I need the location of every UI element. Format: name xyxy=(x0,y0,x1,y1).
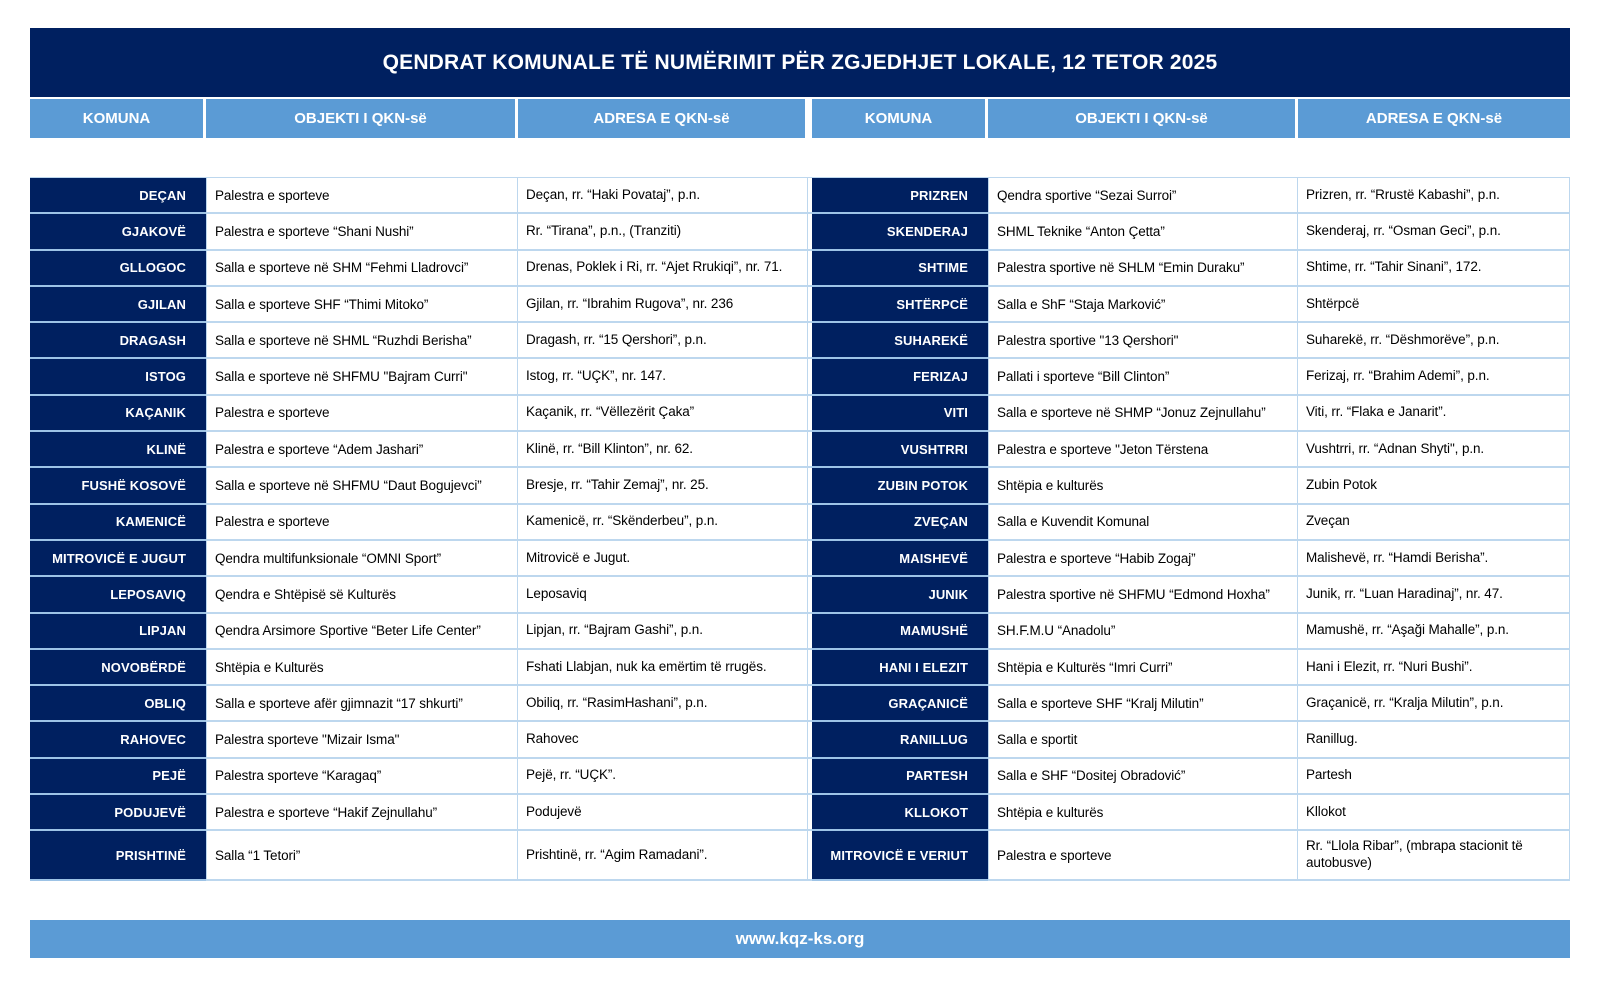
address-cell: Fshati Llabjan, nuk ka emërtim të rrugës. xyxy=(518,650,808,686)
municipality-cell: DEÇAN xyxy=(30,178,206,214)
municipality-cell: PODUJEVË xyxy=(30,795,206,831)
facility-cell: Salla e sporteve në SHM “Fehmi Lladrovci” xyxy=(206,251,518,287)
address-cell: Zveçan xyxy=(1298,505,1570,541)
address-cell: Gjilan, rr. “Ibrahim Rugova”, nr. 236 xyxy=(518,287,808,323)
municipality-cell: KLINË xyxy=(30,432,206,468)
municipality-cell: SKENDERAJ xyxy=(812,214,988,250)
footer-bar xyxy=(30,920,1570,958)
website-link[interactable]: www.kqz-ks.org xyxy=(735,929,865,948)
facility-cell: Salla e sporteve SHF “Thimi Mitoko” xyxy=(206,287,518,323)
facility-cell: Qendra multifunksionale “OMNI Sport” xyxy=(206,541,518,577)
address-cell: Istog, rr. “UÇK”, nr. 147. xyxy=(518,359,808,395)
municipality-cell: FUSHË KOSOVË xyxy=(30,468,206,504)
facility-cell: Qendra sportive “Sezai Surroi” xyxy=(988,178,1298,214)
facility-cell: Palestra e sporteve xyxy=(206,178,518,214)
municipality-cell: MAMUSHË xyxy=(812,614,988,650)
facility-cell: Salla e sporteve në SHML “Ruzhdi Berisha” xyxy=(206,323,518,359)
facility-cell: Salla e sporteve afër gjimnazit “17 shkurti” xyxy=(206,686,518,722)
address-cell: Ferizaj, rr. “Brahim Ademi”, p.n. xyxy=(1298,359,1570,395)
municipality-cell: MITROVICË E VERIUT xyxy=(812,831,988,881)
municipality-cell: SHTIME xyxy=(812,251,988,287)
address-cell: Bresje, rr. “Tahir Zemaj”, nr. 25. xyxy=(518,468,808,504)
facility-cell: Qendra e Shtëpisë së Kulturës xyxy=(206,577,518,613)
municipality-cell: ZVEÇAN xyxy=(812,505,988,541)
address-cell: Kaçanik, rr. “Vëllezërit Çaka” xyxy=(518,396,808,432)
municipality-cell: JUNIK xyxy=(812,577,988,613)
facility-cell: Salla e sporteve në SHMP “Jonuz Zejnullahu” xyxy=(988,396,1298,432)
municipality-cell: DRAGASH xyxy=(30,323,206,359)
column-header-objekti-right: OBJEKTI I QKN-së xyxy=(988,99,1298,138)
column-header-objekti-left: OBJEKTI I QKN-së xyxy=(206,99,518,138)
facility-cell: Salla e SHF “Dositej Obradović” xyxy=(988,759,1298,795)
municipality-cell: PARTESH xyxy=(812,759,988,795)
address-cell: Podujevë xyxy=(518,795,808,831)
facility-cell: Palestra sportive në SHFMU “Edmond Hoxha” xyxy=(988,577,1298,613)
column-header-adresa-left: ADRESA E QKN-së xyxy=(518,99,808,138)
column-header-komuna-left: KOMUNA xyxy=(30,99,206,138)
address-cell: Kllokot xyxy=(1298,795,1570,831)
municipality-cell: ISTOG xyxy=(30,359,206,395)
municipality-cell: ZUBIN POTOK xyxy=(812,468,988,504)
facility-cell: Palestra e sporteve “Hakif Zejnullahu” xyxy=(206,795,518,831)
municipality-cell: VUSHTRRI xyxy=(812,432,988,468)
facility-cell: Shtëpia e Kulturës “Imri Curri” xyxy=(988,650,1298,686)
address-cell: Obiliq, rr. “RasimHashani”, p.n. xyxy=(518,686,808,722)
municipality-cell: MAISHEVË xyxy=(812,541,988,577)
address-cell: Klinë, rr. “Bill Klinton”, nr. 62. xyxy=(518,432,808,468)
municipality-cell: FERIZAJ xyxy=(812,359,988,395)
facility-cell: Palestra e sporteve xyxy=(206,396,518,432)
address-cell: Viti, rr. “Flaka e Janarit”. xyxy=(1298,396,1570,432)
facility-cell: Salla e ShF “Staja Marković” xyxy=(988,287,1298,323)
municipality-cell: GJAKOVË xyxy=(30,214,206,250)
municipality-cell: KAMENICË xyxy=(30,505,206,541)
column-header-komuna-right: KOMUNA xyxy=(812,99,988,138)
address-cell: Drenas, Poklek i Ri, rr. “Ajet Rrukiqi”, nr. 71. xyxy=(518,251,808,287)
address-cell: Vushtrri, rr. “Adnan Shyti", p.n. xyxy=(1298,432,1570,468)
municipality-cell: SUHAREKË xyxy=(812,323,988,359)
address-cell: Zubin Potok xyxy=(1298,468,1570,504)
facility-cell: Palestra e sporteve xyxy=(988,831,1298,881)
facility-cell: Palestra e sporteve "Jeton Tërstena xyxy=(988,432,1298,468)
address-cell: Pejë, rr. “UÇK”. xyxy=(518,759,808,795)
municipality-cell: SHTËRPCË xyxy=(812,287,988,323)
facility-cell: Salla e sporteve në SHFMU “Daut Bogujevci” xyxy=(206,468,518,504)
facility-cell: Palestra sporteve “Karagaq” xyxy=(206,759,518,795)
address-cell: Mitrovicë e Jugut. xyxy=(518,541,808,577)
title-banner xyxy=(30,28,1570,97)
facility-cell: Salla “1 Tetori” xyxy=(206,831,518,881)
facility-cell: Palestra e sporteve “Shani Nushi” xyxy=(206,214,518,250)
column-header-adresa-right: ADRESA E QKN-së xyxy=(1298,99,1570,138)
address-cell: Malishevë, rr. “Hamdi Berisha”. xyxy=(1298,541,1570,577)
municipality-cell: RANILLUG xyxy=(812,722,988,758)
municipality-cell: VITI xyxy=(812,396,988,432)
municipality-cell: RAHOVEC xyxy=(30,722,206,758)
municipality-cell: GRAÇANICË xyxy=(812,686,988,722)
address-cell: Junik, rr. “Luan Haradinaj”, nr. 47. xyxy=(1298,577,1570,613)
address-cell: Rr. “Tirana”, p.n., (Tranziti) xyxy=(518,214,808,250)
address-cell: Prishtinë, rr. “Agim Ramadani”. xyxy=(518,831,808,881)
address-cell: Hani i Elezit, rr. “Nuri Bushi”. xyxy=(1298,650,1570,686)
municipality-cell: GJILAN xyxy=(30,287,206,323)
address-cell: Deçan, rr. “Haki Povataj”, p.n. xyxy=(518,178,808,214)
municipality-cell: LIPJAN xyxy=(30,614,206,650)
address-cell: Rr. “Llola Ribar”, (mbrapa stacionit të autobusve) xyxy=(1298,831,1570,881)
facility-cell: SH.F.M.U “Anadolu” xyxy=(988,614,1298,650)
facility-cell: Shtëpia e kulturës xyxy=(988,795,1298,831)
address-cell: Leposaviq xyxy=(518,577,808,613)
facility-cell: Salla e sporteve në SHFMU "Bajram Curri" xyxy=(206,359,518,395)
facility-cell: Palestra e sporteve “Adem Jashari” xyxy=(206,432,518,468)
facility-cell: Salla e Kuvendit Komunal xyxy=(988,505,1298,541)
counting-centers-table xyxy=(30,177,1570,881)
column-header-row xyxy=(30,99,1570,138)
address-cell: Mamushë, rr. “Aşaği Mahalle”, p.n. xyxy=(1298,614,1570,650)
facility-cell: Palestra sporteve "Mizair Isma" xyxy=(206,722,518,758)
municipality-cell: OBLIQ xyxy=(30,686,206,722)
municipality-cell: LEPOSAVIQ xyxy=(30,577,206,613)
address-cell: Rahovec xyxy=(518,722,808,758)
address-cell: Lipjan, rr. “Bajram Gashi”, p.n. xyxy=(518,614,808,650)
address-cell: Ranillug. xyxy=(1298,722,1570,758)
municipality-cell: MITROVICË E JUGUT xyxy=(30,541,206,577)
facility-cell: Palestra e sporteve xyxy=(206,505,518,541)
address-cell: Partesh xyxy=(1298,759,1570,795)
facility-cell: Pallati i sporteve “Bill Clinton” xyxy=(988,359,1298,395)
facility-cell: Shtëpia e kulturës xyxy=(988,468,1298,504)
facility-cell: Salla e sporteve SHF “Kralj Milutin” xyxy=(988,686,1298,722)
address-cell: Suharekë, rr. “Dëshmorëve”, p.n. xyxy=(1298,323,1570,359)
facility-cell: Palestra sportive në SHLM “Emin Duraku” xyxy=(988,251,1298,287)
address-cell: Shtime, rr. “Tahir Sinani”, 172. xyxy=(1298,251,1570,287)
page-title: QENDRAT KOMUNALE TË NUMËRIMIT PËR ZGJEDHJET LOKALE, 12 TETOR 2025 xyxy=(382,50,1218,74)
facility-cell: Salla e sportit xyxy=(988,722,1298,758)
municipality-cell: GLLOGOC xyxy=(30,251,206,287)
address-cell: Kamenicë, rr. “Skënderbeu”, p.n. xyxy=(518,505,808,541)
address-cell: Skenderaj, rr. “Osman Geci”, p.n. xyxy=(1298,214,1570,250)
address-cell: Graçanicë, rr. “Kralja Milutin”, p.n. xyxy=(1298,686,1570,722)
facility-cell: Shtëpia e Kulturës xyxy=(206,650,518,686)
address-cell: Shtërpcë xyxy=(1298,287,1570,323)
municipality-cell: PRISHTINË xyxy=(30,831,206,881)
facility-cell: Palestra e sporteve “Habib Zogaj” xyxy=(988,541,1298,577)
address-cell: Dragash, rr. “15 Qershori”, p.n. xyxy=(518,323,808,359)
municipality-cell: PRIZREN xyxy=(812,178,988,214)
municipality-cell: KAÇANIK xyxy=(30,396,206,432)
facility-cell: Palestra sportive "13 Qershori" xyxy=(988,323,1298,359)
municipality-cell: NOVOBËRDË xyxy=(30,650,206,686)
facility-cell: Qendra Arsimore Sportive “Beter Life Center” xyxy=(206,614,518,650)
facility-cell: SHML Teknike “Anton Çetta” xyxy=(988,214,1298,250)
municipality-cell: HANI I ELEZIT xyxy=(812,650,988,686)
municipality-cell: KLLOKOT xyxy=(812,795,988,831)
municipality-cell: PEJË xyxy=(30,759,206,795)
address-cell: Prizren, rr. “Rrustë Kabashi”, p.n. xyxy=(1298,178,1570,214)
